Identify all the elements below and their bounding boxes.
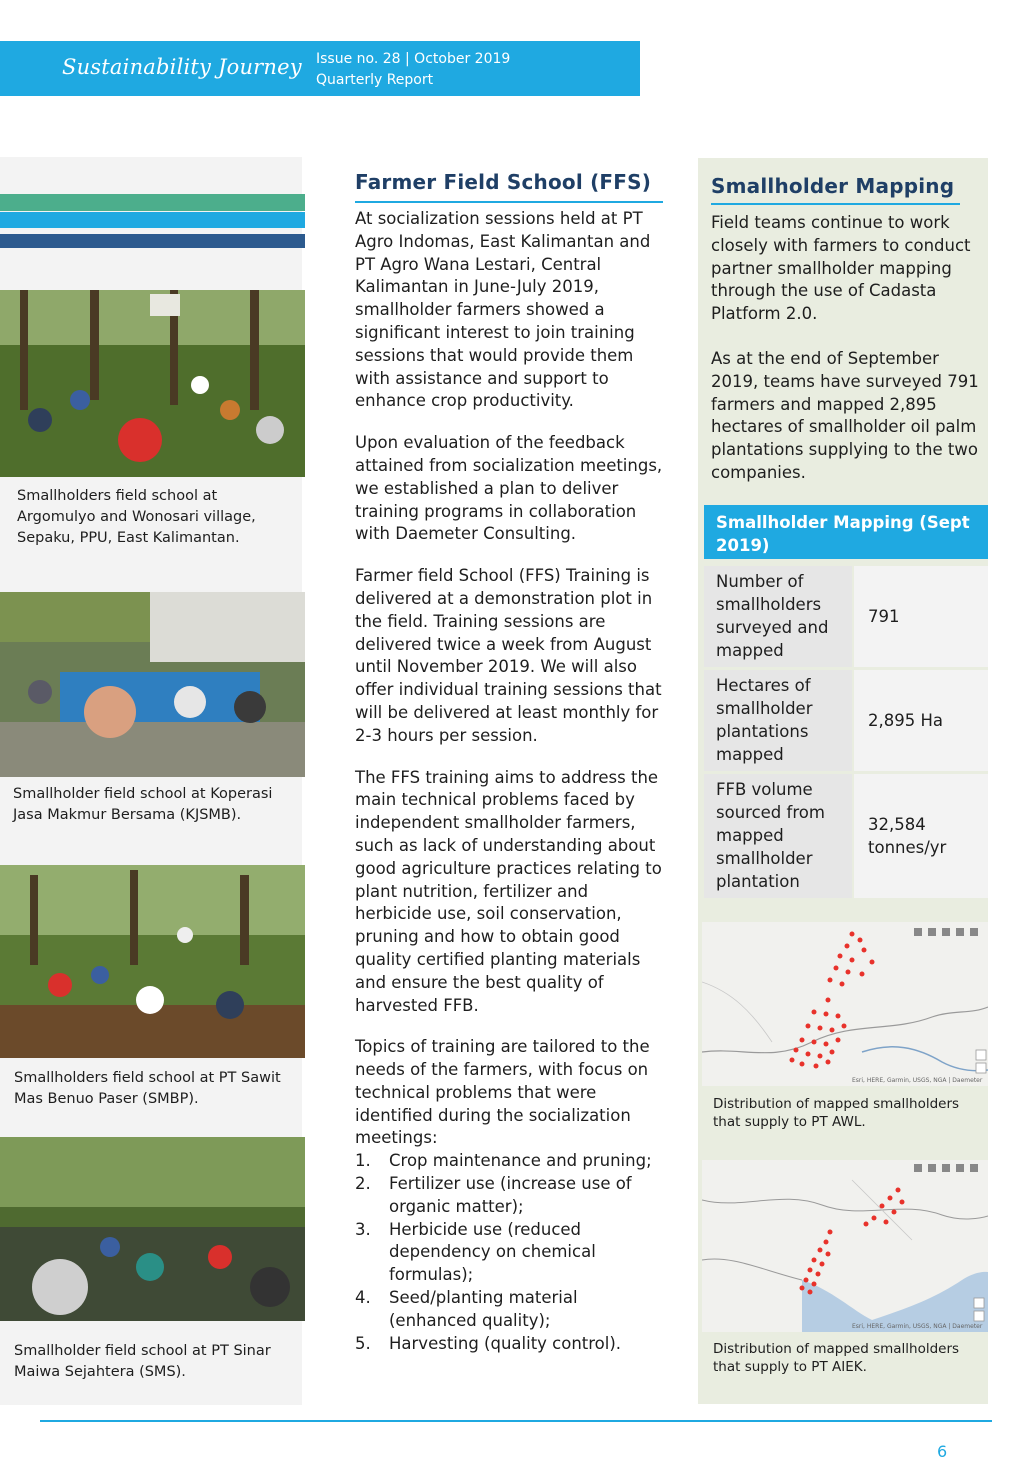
photo-field-school-sms: [0, 1137, 305, 1321]
table-cell-value: 2,895 Ha: [854, 670, 988, 771]
map-pt-awl-graphic: [702, 922, 988, 1086]
caption-photo-1: Smallholders field school at Argomulyo and Wonosari village, Sepaku, PPU, East Kalimantan.: [17, 488, 256, 546]
list-item: 5. Harvesting (quality control).: [355, 1333, 622, 1353]
stripe-blue: [0, 212, 305, 228]
caption-photo-2: Smallholder field school at Koperasi Jasa Makmur Bersama (KJSMB).: [13, 786, 273, 823]
stripe-navy: [0, 234, 305, 248]
mapping-table-heading: Smallholder Mapping (Sept 2019): [704, 505, 988, 559]
map-caption-awl: Distribution of mapped smallholders that supply to PT AWL.: [713, 1096, 960, 1130]
ffs-paragraph: At socialization sessions held at PT Agro Indomas, East Kalimantan and PT Agro Wana Lestari, Central Kalimantan in June-July 2019, smallholder farmers showed a significant interest to join training sessions that would provide them with assistance and support to enhance crop productivity.: [355, 209, 651, 411]
ffs-title-rule: [355, 201, 663, 203]
ffs-title: Farmer Field School (FFS): [355, 170, 652, 194]
training-topics-list: [355, 1150, 665, 1355]
ffs-body: [355, 208, 665, 1355]
map-attribution: Esri, HERE, Garmin, USGS, NGA | Daemeter: [852, 1323, 983, 1330]
ffs-paragraph: Farmer field School (FFS) Training is delivered at a demonstration plot in the field. Training sessions are delivered twice a week from August until November 2019. We will also offer individual training sessions that will be delivered at least monthly for 2-3 hours per session.: [355, 566, 662, 745]
mapping-title: Smallholder Mapping: [711, 174, 955, 198]
list-item: 2. Fertilizer use (increase use of organic matter);: [355, 1174, 632, 1216]
table-row: [704, 670, 988, 771]
map-attribution: Esri, HERE, Garmin, USGS, NGA | Daemeter: [852, 1077, 983, 1084]
footer-rule: [40, 1420, 992, 1422]
table-row: [704, 774, 988, 898]
caption-photo-4: Smallholder field school at PT Sinar Maiwa Sejahtera (SMS).: [14, 1343, 271, 1380]
issue-number: Issue no. 28 | October 2019: [316, 51, 511, 67]
list-item: 3. Herbicide use (reduced dependency on chemical formulas);: [355, 1219, 596, 1285]
mapping-paragraph: Field teams continue to work closely with farmers to conduct partner smallholder mapping through the use of Cadasta Platform 2.0.: [711, 213, 971, 324]
table-cell-label: Hectares of smallholder plantations mapped: [704, 670, 852, 771]
list-item: 4. Seed/planting material (enhanced quality);: [355, 1288, 578, 1330]
table-cell-label: Number of smallholders surveyed and mapped: [704, 566, 852, 667]
map-pt-aiek: [702, 1160, 988, 1332]
map-pt-aiek-graphic: [702, 1160, 988, 1332]
mapping-body: [711, 212, 979, 507]
header-banner: [0, 41, 640, 96]
brand-title: Sustainability Journey: [62, 55, 302, 79]
page-number: 6: [937, 1442, 948, 1461]
map-caption-aiek: Distribution of mapped smallholders that supply to PT AIEK.: [713, 1341, 960, 1375]
table-cell-label: FFB volume sourced from mapped smallholder plantation: [704, 774, 852, 898]
photo-field-school-kjsmb: [0, 592, 305, 777]
table-cell-value: 791: [854, 566, 988, 667]
report-type: Quarterly Report: [316, 72, 434, 88]
table-cell-value: 32,584 tonnes/yr: [854, 774, 988, 898]
map-pt-awl: [702, 922, 988, 1086]
photo-field-school-smbp: [0, 865, 305, 1058]
table-row: [704, 566, 988, 667]
caption-photo-3: Smallholders field school at PT Sawit Mas Benuo Paser (SMBP).: [14, 1070, 281, 1107]
list-item: 1. Crop maintenance and pruning;: [355, 1151, 652, 1171]
ffs-paragraph: The FFS training aims to address the main technical problems faced by independent smallholder farmers, such as lack of understanding about good agriculture practices relating to plant nutrition, fertilizer and herbicide use, soil conservation, pruning and how to obtain good quality certified planting materials and ensure the best quality of harvested FFB.: [355, 767, 662, 1015]
mapping-paragraph: As at the end of September 2019, teams have surveyed 791 farmers and mapped 2,895 hectares of smallholder oil palm plantations supplying to the two companies.: [711, 348, 979, 482]
ffs-paragraph: Topics of training are tailored to the needs of the farmers, with focus on technical problems that were identified during the socialization meetings:: [355, 1037, 650, 1148]
mapping-title-rule: [711, 203, 960, 205]
stripe-green: [0, 194, 305, 211]
issue-info: [316, 49, 510, 91]
ffs-paragraph: Upon evaluation of the feedback attained from socialization meetings, we established a plan to deliver training programs in collaboration with Daemeter Consulting.: [355, 433, 663, 544]
photo-field-school-argomulyo: [0, 290, 305, 477]
